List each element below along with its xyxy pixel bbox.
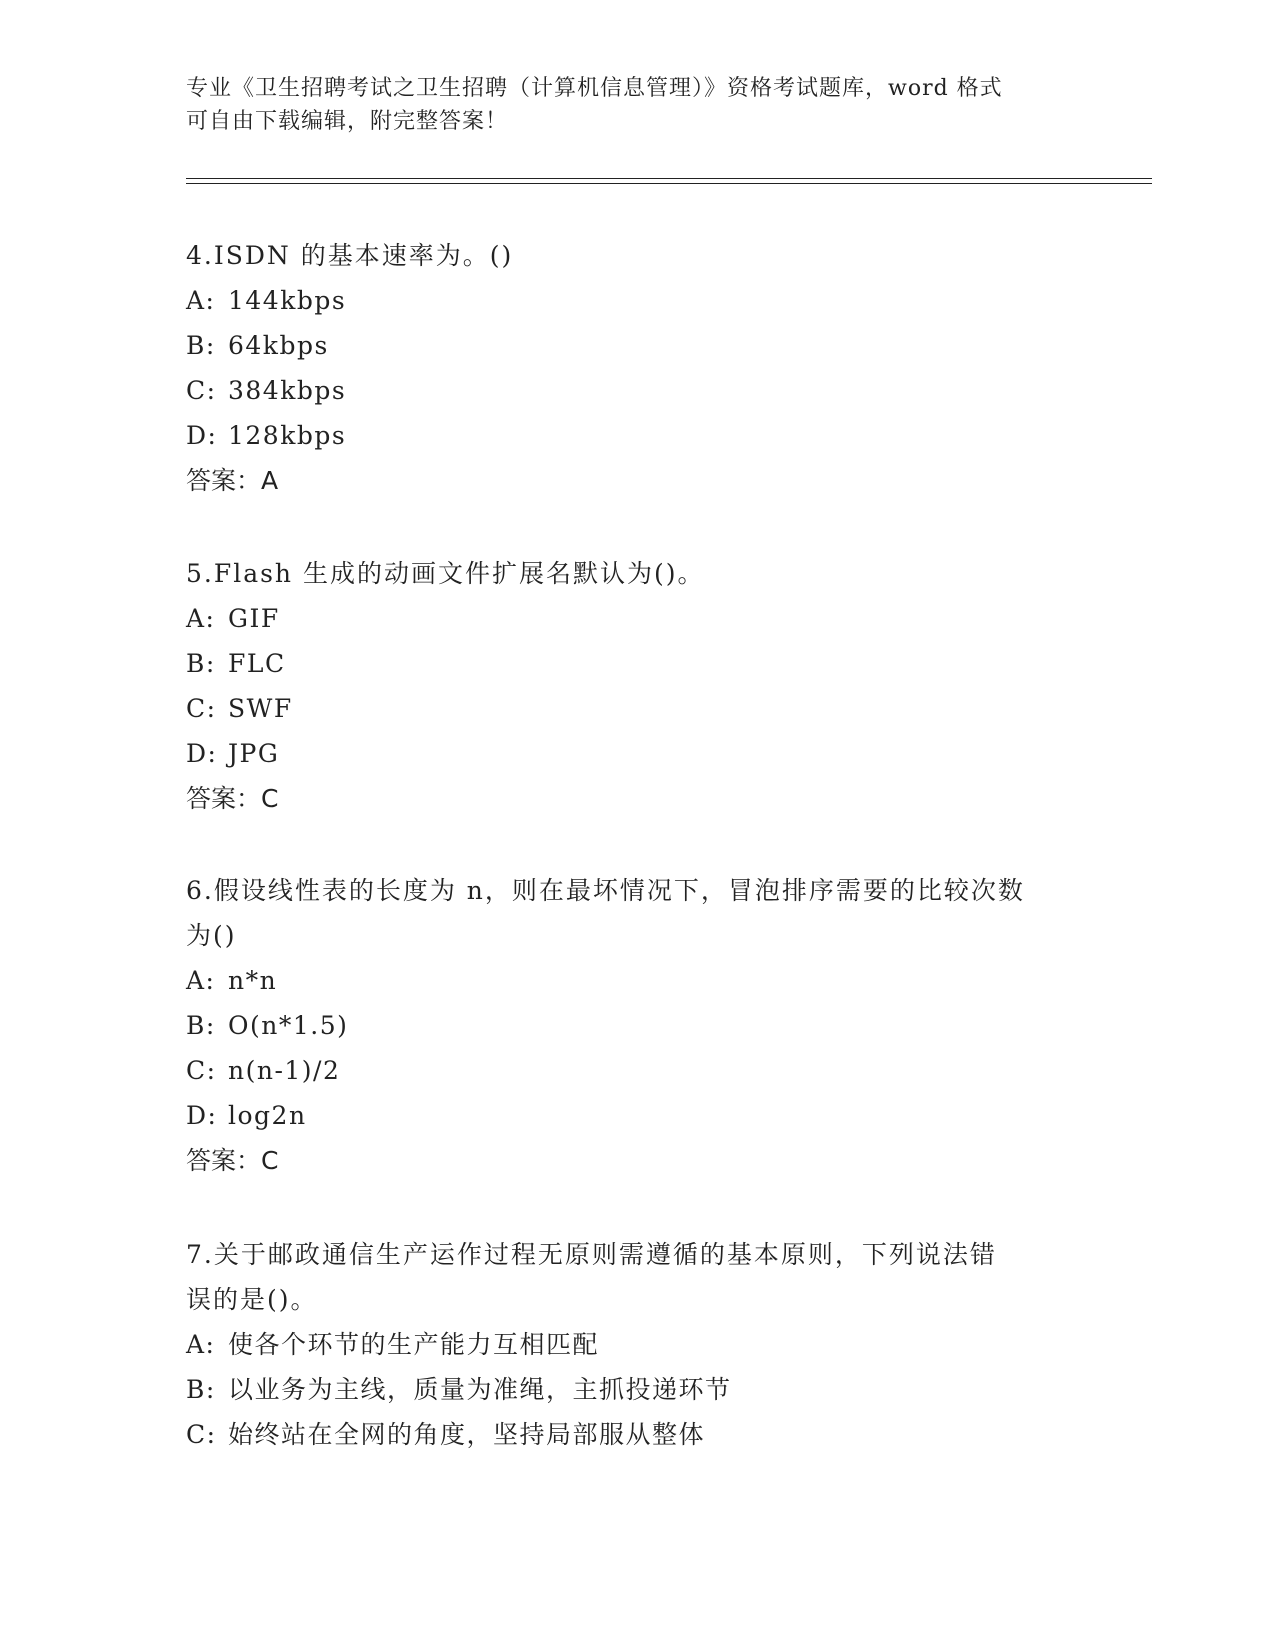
option-key: D: bbox=[186, 739, 218, 768]
question-text bbox=[186, 233, 1086, 278]
option-text: 使各个环节的生产能力互相匹配 bbox=[228, 1330, 600, 1359]
option-key: C: bbox=[186, 1056, 217, 1085]
option-text: 以业务为主线，质量为准绳，主抓投递环节 bbox=[228, 1375, 732, 1404]
question-6 bbox=[186, 868, 1086, 1183]
option-text: 144kbps bbox=[228, 286, 347, 315]
option-key: C: bbox=[186, 1420, 217, 1449]
option-key: C: bbox=[186, 694, 217, 723]
question-text bbox=[186, 551, 1086, 596]
option-b bbox=[186, 1367, 1086, 1412]
question-line: 为() bbox=[186, 921, 237, 950]
question-line: 7.关于邮政通信生产运作过程无原则需遵循的基本原则，下列说法错 bbox=[186, 1240, 997, 1269]
option-a bbox=[186, 278, 1086, 323]
option-text: log2n bbox=[228, 1101, 307, 1130]
option-text: 64kbps bbox=[228, 331, 329, 360]
option-text: FLC bbox=[228, 649, 286, 678]
header-divider-bottom bbox=[186, 183, 1152, 184]
option-d bbox=[186, 413, 1086, 458]
option-text: 128kbps bbox=[228, 421, 347, 450]
option-key: D: bbox=[186, 421, 218, 450]
question-text bbox=[186, 1232, 1086, 1322]
option-key: A: bbox=[186, 966, 216, 995]
option-c bbox=[186, 1412, 1086, 1457]
question-text bbox=[186, 868, 1086, 958]
question-line: 4.ISDN 的基本速率为。() bbox=[186, 241, 514, 270]
option-c bbox=[186, 368, 1086, 413]
option-text: n*n bbox=[228, 966, 278, 995]
question-line: 6.假设线性表的长度为 n，则在最坏情况下，冒泡排序需要的比较次数 bbox=[186, 876, 1025, 905]
option-c bbox=[186, 686, 1086, 731]
option-key: B: bbox=[186, 649, 216, 678]
option-b bbox=[186, 1003, 1086, 1048]
answer-text: 答案：C bbox=[186, 784, 279, 813]
answer-text: 答案：C bbox=[186, 1146, 279, 1175]
option-key: D: bbox=[186, 1101, 218, 1130]
question-line: 5.Flash 生成的动画文件扩展名默认为()。 bbox=[186, 559, 705, 588]
option-text: SWF bbox=[228, 694, 293, 723]
option-a bbox=[186, 596, 1086, 641]
option-text: 始终站在全网的角度，坚持局部服从整体 bbox=[228, 1420, 706, 1449]
option-key: C: bbox=[186, 376, 217, 405]
option-text: JPG bbox=[228, 739, 280, 768]
option-d bbox=[186, 1093, 1086, 1138]
header-line-2: 可自由下载编辑，附完整答案！ bbox=[186, 109, 509, 134]
header-divider-top bbox=[186, 178, 1152, 179]
option-key: A: bbox=[186, 1330, 216, 1359]
answer-text: 答案：A bbox=[186, 466, 279, 495]
option-text: GIF bbox=[228, 604, 280, 633]
option-key: A: bbox=[186, 286, 216, 315]
option-text: n(n-1)/2 bbox=[228, 1056, 341, 1085]
option-key: B: bbox=[186, 1375, 216, 1404]
option-text: O(n*1.5) bbox=[228, 1011, 349, 1040]
option-text: 384kbps bbox=[228, 376, 347, 405]
header-line-1: 专业《卫生招聘考试之卫生招聘（计算机信息管理）》资格考试题库，word 格式 bbox=[186, 76, 1003, 101]
option-b bbox=[186, 323, 1086, 368]
option-b bbox=[186, 641, 1086, 686]
document-header bbox=[186, 72, 1066, 138]
option-a bbox=[186, 1322, 1086, 1367]
option-a bbox=[186, 958, 1086, 1003]
question-4 bbox=[186, 233, 1086, 503]
option-key: B: bbox=[186, 1011, 216, 1040]
option-d bbox=[186, 731, 1086, 776]
option-c bbox=[186, 1048, 1086, 1093]
option-key: A: bbox=[186, 604, 216, 633]
option-key: B: bbox=[186, 331, 216, 360]
question-5 bbox=[186, 551, 1086, 821]
question-7 bbox=[186, 1232, 1086, 1457]
question-line: 误的是()。 bbox=[186, 1285, 318, 1314]
